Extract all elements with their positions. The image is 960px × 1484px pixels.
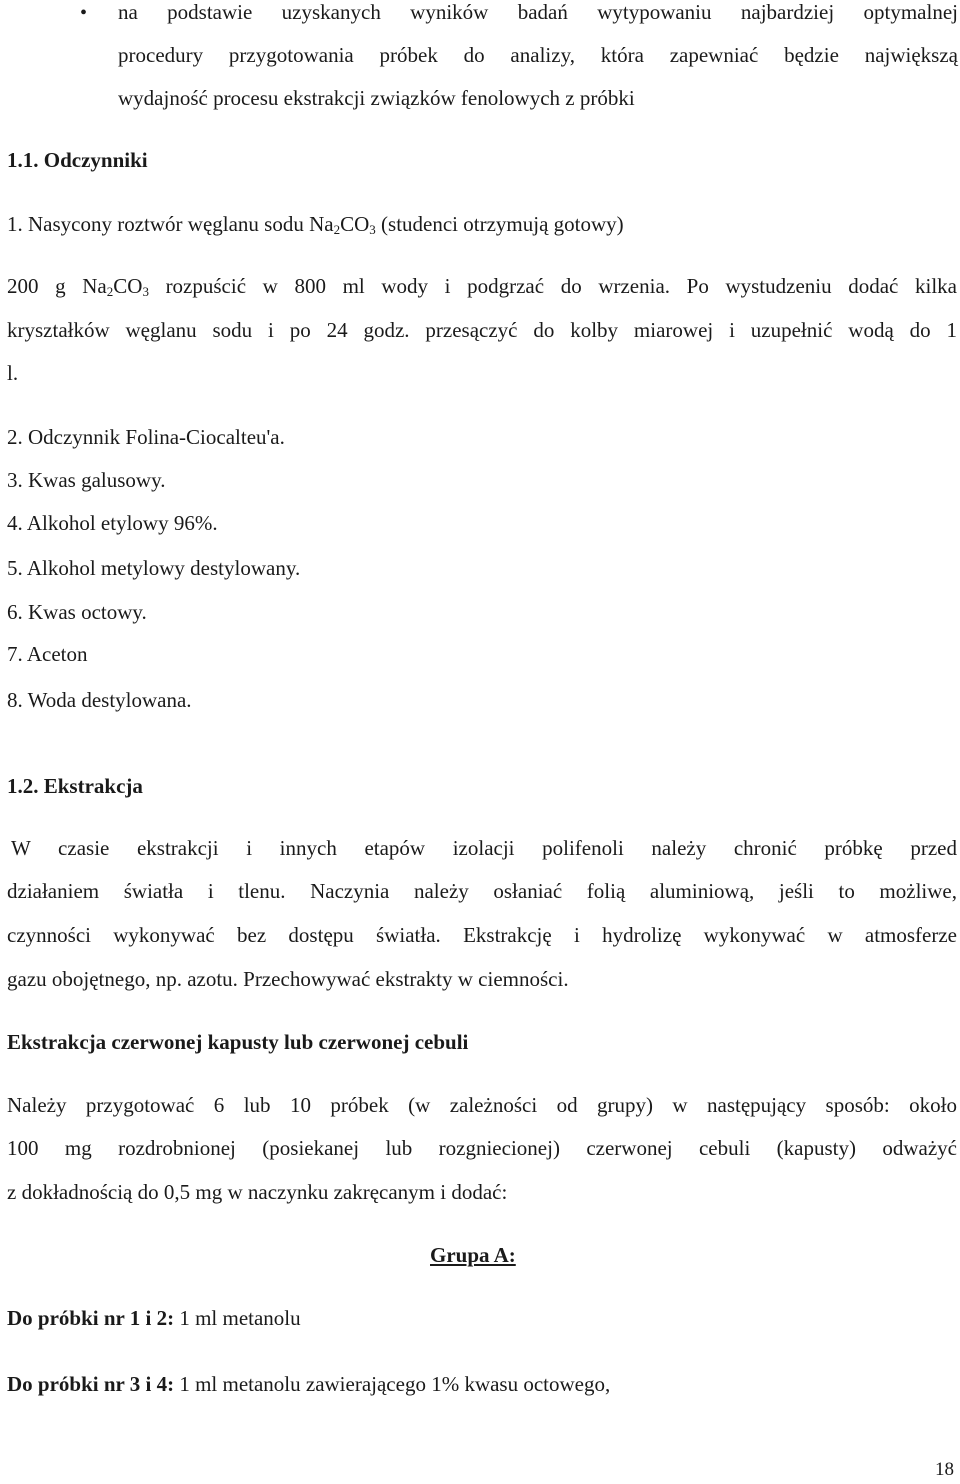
reagent-prep-line-1: 200 g $Na_2CO_3$ rozpuścić w 800 ml wody i podgrzać do wrzenia. Po wystudzeniu dodać kilka [7, 274, 957, 299]
extraction-para-line: działaniem światła i tlenu. Naczynia należy osłaniać folią aluminiową, jeśli to możliwe, [7, 879, 957, 903]
section-heading-extraction: 1.2. Ekstrakcja [7, 774, 143, 798]
reagent-item: 3. Kwas galusowy. [7, 468, 166, 492]
sample-label: Do próbki nr 1 i 2: [7, 1306, 175, 1330]
sample-1-2-line: Do próbki nr 1 i 2: 1 ml metanolu [7, 1306, 301, 1330]
procedure-para-line: Należy przygotować 6 lub 10 próbek (w zależności od grupy) w następujący sposób: około [7, 1093, 957, 1117]
extraction-para-line: W czasie ekstrakcji i innych etapów izolacji polifenoli należy chronić próbkę przed [11, 836, 957, 860]
page-number: 18 [935, 1459, 954, 1480]
extraction-para-line: czynności wykonywać bez dostępu światła. Ekstrakcję i hydrolizę wykonywać w atmosferze [7, 923, 957, 947]
reagent-prep-line-3: l. [7, 361, 19, 385]
procedure-para-line: 100 mg rozdrobnionej (posiekanej lub rozgniecionej) czerwonej cebuli (kapusty) odważyć [7, 1136, 957, 1160]
reagent-item: 7. Aceton [7, 642, 88, 666]
sample-label: Do próbki nr 3 i 4: [7, 1372, 175, 1396]
reagent-item: 8. Woda destylowana. [7, 688, 192, 712]
intro-line-3: wydajność procesu ekstrakcji związków fenolowych z próbki [118, 86, 635, 110]
reagent-item: 5. Alkohol metylowy destylowany. [7, 556, 301, 580]
section-heading-reagents: 1.1. Odczynniki [7, 148, 148, 172]
reagent-item-1: 1. Nasycony roztwór węglanu sodu $Na_2CO_3$ (studenci otrzymują gotowy) [7, 212, 624, 237]
extraction-para-line: gazu obojętnego, np. azotu. Przechowywać ekstrakty w ciemności. [7, 967, 569, 991]
intro-line-1: na podstawie uzyskanych wyników badań wytypowaniu najbardziej optymalnej [118, 0, 958, 24]
reagent-item: 6. Kwas octowy. [7, 600, 147, 624]
sample-3-4-line: Do próbki nr 3 i 4: 1 ml metanolu zawierającego 1% kwasu octowego, [7, 1372, 611, 1396]
intro-line-2: procedury przygotowania próbek do analizy, która zapewniać będzie największą [118, 43, 958, 67]
reagent-prep-line-2: kryształków węglanu sodu i po 24 godz. przesączyć do kolby miarowej i uzupełnić wodą do 1 [7, 318, 957, 342]
reagent-item: 4. Alkohol etylowy 96%. [7, 511, 218, 535]
reagent-item: 2. Odczynnik Folina-Ciocalteu'a. [7, 425, 285, 449]
group-a-heading: Grupa A: [430, 1243, 516, 1267]
bullet-icon: • [80, 2, 88, 24]
procedure-para-line: z dokładnością do 0,5 mg w naczynku zakręcanym i dodać: [7, 1180, 508, 1204]
subheading-red-cabbage: Ekstrakcja czerwonej kapusty lub czerwonej cebuli [7, 1030, 469, 1054]
